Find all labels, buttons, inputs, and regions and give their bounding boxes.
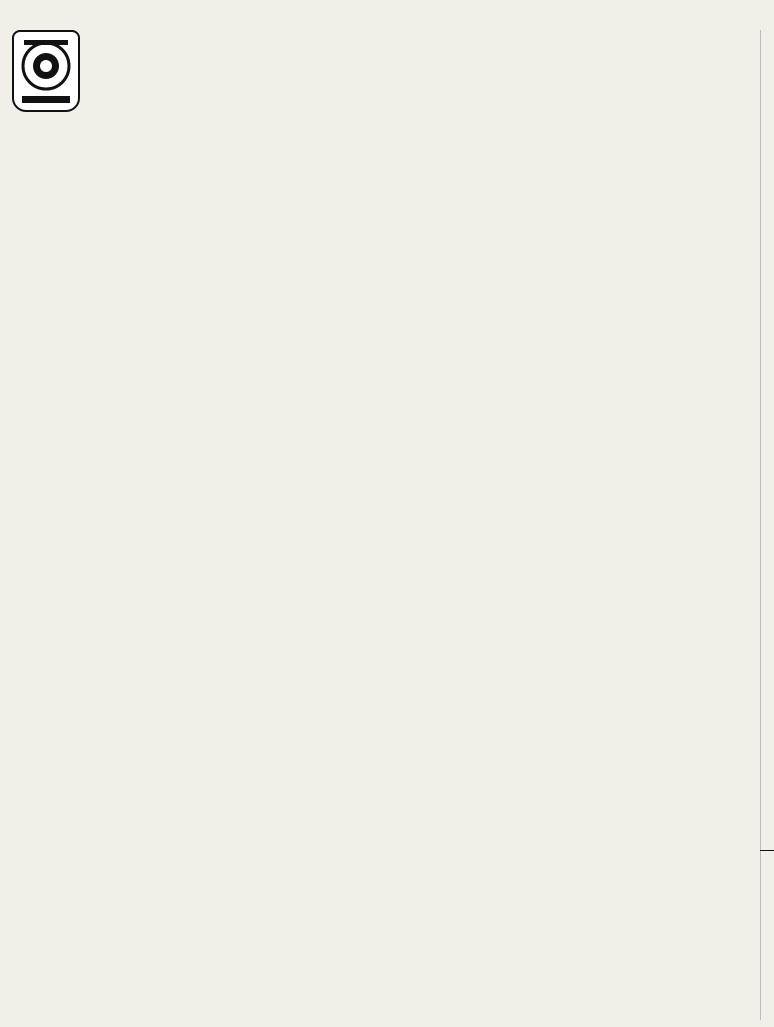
- notice-line: [82, 418, 762, 438]
- notice-line: [82, 477, 762, 497]
- notice-line: [82, 831, 762, 851]
- notice-line: [82, 595, 762, 615]
- notice-line: [82, 339, 762, 359]
- notice-line: [82, 930, 762, 950]
- notice-line: [82, 890, 762, 910]
- notice-line: [82, 949, 762, 969]
- notice-line: [82, 142, 762, 162]
- notice-line: [82, 615, 762, 635]
- notice-line: [82, 221, 762, 241]
- notice-line: [82, 733, 762, 753]
- notice-line: [82, 162, 762, 182]
- emblem-logo: [12, 30, 80, 112]
- notice-line: [82, 969, 762, 989]
- notice-line: [82, 201, 762, 221]
- notice-line: [82, 300, 762, 320]
- notice-line: [82, 44, 762, 64]
- notice-line: [82, 575, 762, 595]
- notice-line: [82, 457, 762, 477]
- notice-line: [82, 260, 762, 280]
- notice-line: [82, 674, 762, 694]
- notice-line: [82, 910, 762, 930]
- notice-line: [82, 83, 762, 103]
- notice-body: [82, 24, 762, 989]
- notice-line: [82, 752, 762, 772]
- notice-line: [82, 103, 762, 123]
- notice-line: [82, 241, 762, 261]
- notice-line: [82, 398, 762, 418]
- notice-line: [82, 556, 762, 576]
- notice-line: [82, 851, 762, 871]
- notice-line: [82, 437, 762, 457]
- notice-line: [82, 319, 762, 339]
- notice-line: [82, 359, 762, 379]
- notice-line: [82, 63, 762, 83]
- notice-line: [82, 378, 762, 398]
- notice-line: [82, 536, 762, 556]
- margin-tick: [760, 850, 774, 851]
- notice-line: [82, 792, 762, 812]
- notice-line: [82, 654, 762, 674]
- notice-line: [82, 713, 762, 733]
- notice-line: [82, 280, 762, 300]
- notice-line: [82, 812, 762, 832]
- notice-line: [82, 182, 762, 202]
- notice-line: [82, 516, 762, 536]
- notice-line: [82, 497, 762, 517]
- notice-line: [82, 634, 762, 654]
- notice-line: [82, 24, 762, 44]
- notice-line: [82, 122, 762, 142]
- notice-line: [82, 693, 762, 713]
- notice-line: [82, 772, 762, 792]
- notice-line: [82, 871, 762, 891]
